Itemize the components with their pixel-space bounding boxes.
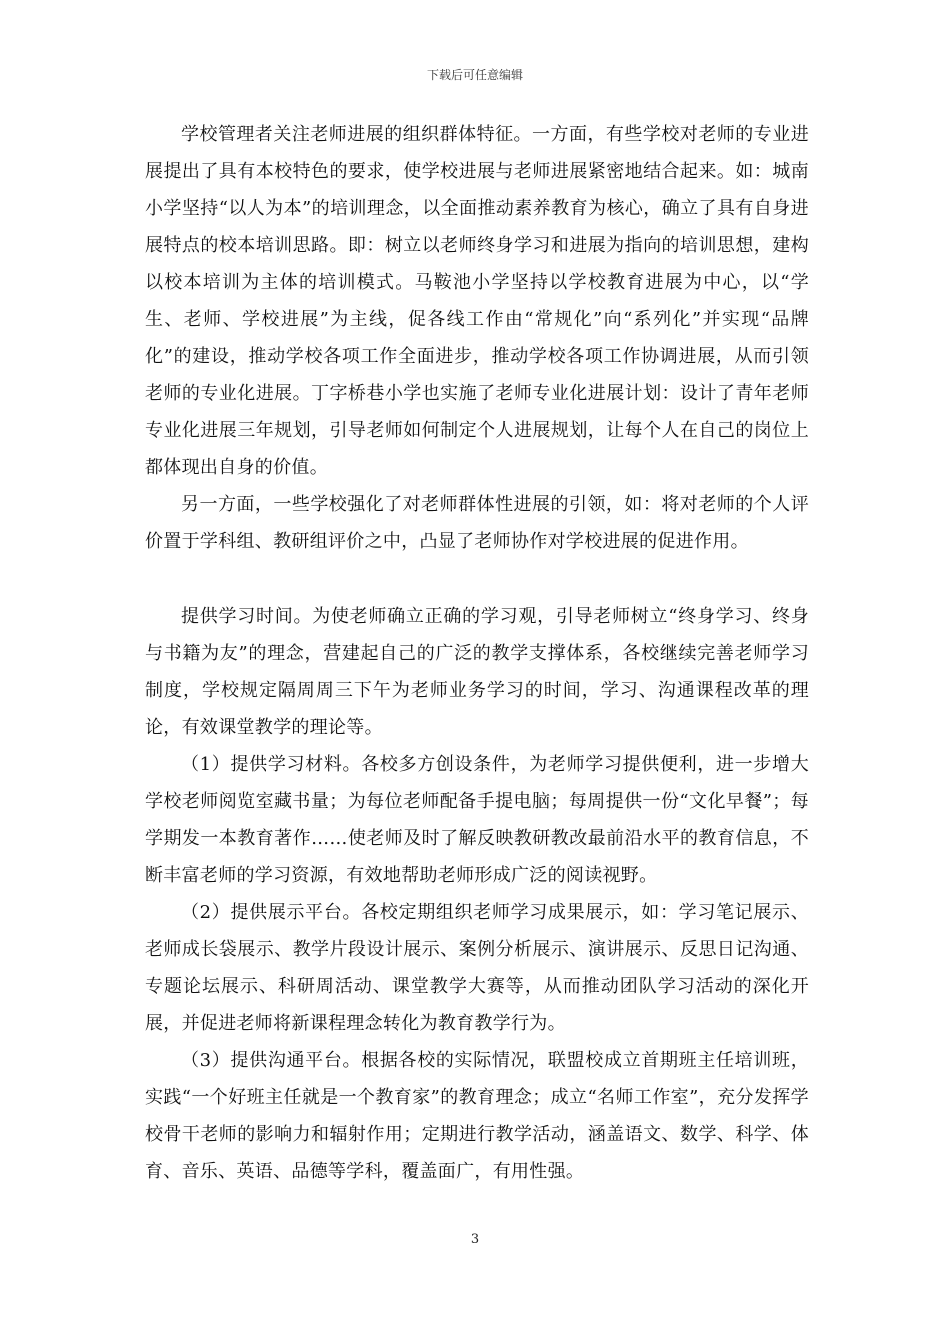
- section-gap: [145, 560, 809, 598]
- page-header: 下载后可任意编辑: [426, 68, 523, 82]
- paragraph-display-platform: （2）提供展示平台。各校定期组织老师学习成果展示，如：学习笔记展示、老师成长袋展示、教学片段设计展示、案例分析展示、演讲展示、反思日记沟通、专题论坛展示、科研周活动、课堂教学大赛等，从而推动团队学习活动的深化开展，并促进老师将新课程理念转化为教育教学行为。: [145, 902, 809, 1034]
- paragraph-communication-platform: （3）提供沟通平台。根据各校的实际情况，联盟校成立首期班主任培训班，实践“一个好班主任就是一个教育家”的教育理念；成立“名师工作室”，充分发挥学校骨干老师的影响力和辐射作用；定期进行教学活动，涵盖语文、数学、科学、体育、音乐、英语、品德等学科，覆盖面广，有用性强。: [145, 1050, 809, 1182]
- paragraph-study-time: 提供学习时间。为使老师确立正确的学习观，引导老师树立“终身学习、终身与书籍为友”的理念，营建起自己的广泛的教学支撑体系，各校继续完善老师学习制度，学校规定隔周周三下午为老师业务学习的时间，学习、沟通课程改革的理论，有效课堂教学的理论等。: [145, 606, 809, 738]
- page-number: 3: [470, 1232, 480, 1247]
- paragraph-study-materials: （1）提供学习材料。各校多方创设条件，为老师学习提供便利，进一步增大学校老师阅览室藏书量；为每位老师配备手提电脑；每周提供一份“文化早餐”；每学期发一本教育著作……使老师及时了解反映教研教改最前沿水平的教育信息，不断丰富老师的学习资源，有效地帮助老师形成广泛的阅读视野。: [145, 754, 809, 886]
- paragraph-group-guidance: 另一方面，一些学校强化了对老师群体性进展的引领，如：将对老师的个人评价置于学科组、教研组评价之中，凸显了老师协作对学校进展的促进作用。: [145, 494, 809, 552]
- paragraph-group-characteristics: 学校管理者关注老师进展的组织群体特征。一方面，有些学校对老师的专业进展提出了具有本校特色的要求，使学校进展与老师进展紧密地结合起来。如：城南小学坚持“以人为本”的培训理念，以全面推动素养教育为核心，确立了具有自身进展特点的校本培训思路。即：树立以老师终身学习和进展为指向的培训思想，建构以校本培训为主体的培训模式。马鞍池小学坚持以学校教育进展为中心，以“学生、老师、学校进展”为主线，促各线工作由“常规化”向“系列化”并实现“品牌化”的建设，推动学校各项工作全面进步，推动学校各项工作协调进展，从而引领老师的专业化进展。丁字桥巷小学也实施了老师专业化进展计划：设计了青年老师专业化进展三年规划，引导老师如何制定个人进展规划，让每个人在自己的岗位上都体现出自身的价值。: [145, 124, 809, 478]
- document-body: [145, 116, 809, 1190]
